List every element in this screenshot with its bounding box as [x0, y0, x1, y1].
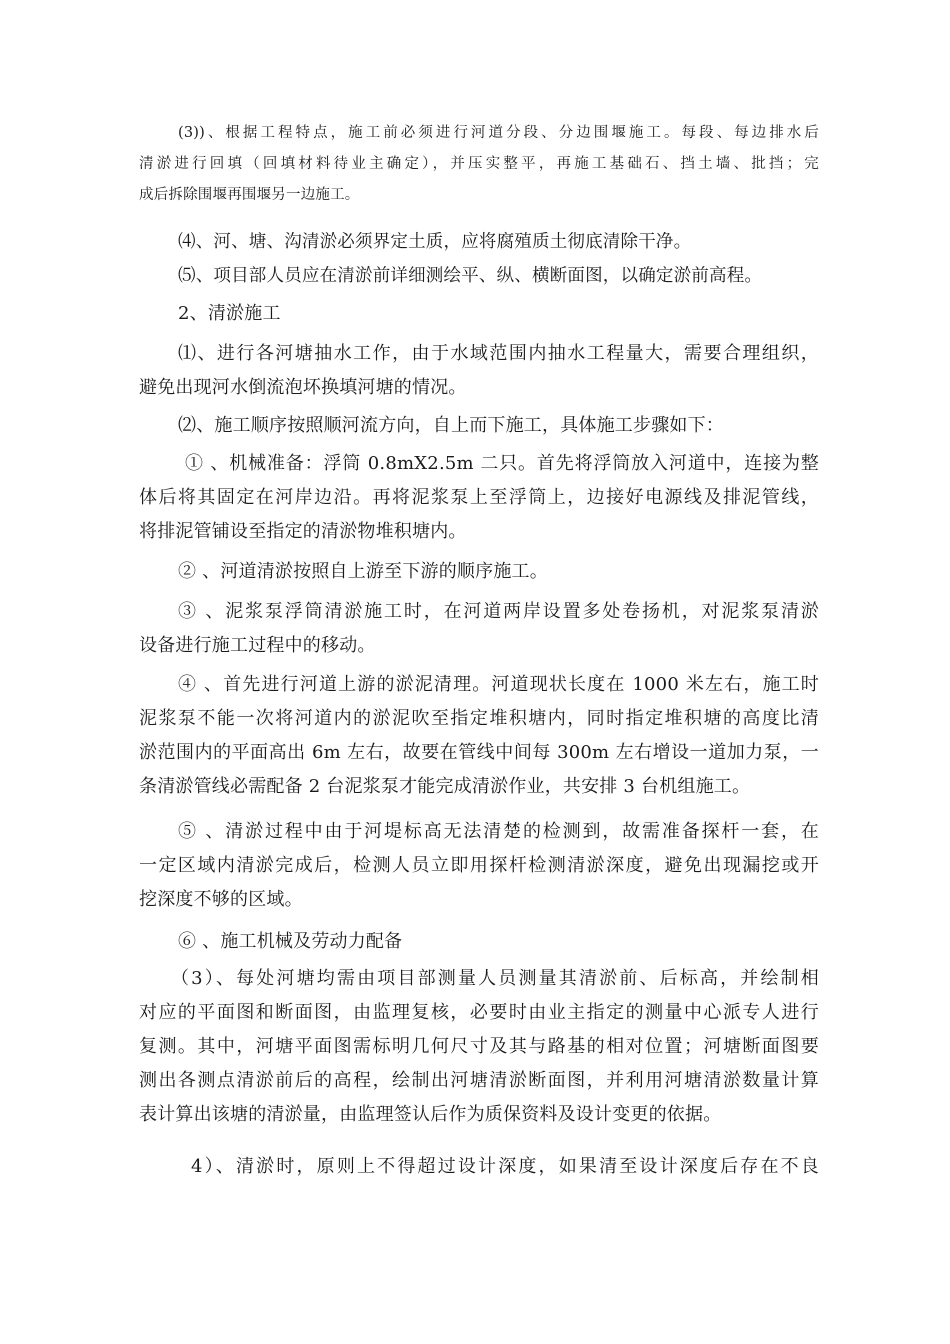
text-line: 淤范围内的平面高出 6m 左右，故要在管线中间每 300m 左右增设一道加力泵，一: [139, 742, 819, 763]
text-line: 成后拆除围堰再围堰另一边施工。: [139, 187, 360, 203]
text-line: ④ 、首先进行河道上游的淤泥清理。河道现状长度在 1000 米左右，施工时: [178, 674, 819, 695]
text-line: 条清淤管线必需配备 2 台泥浆泵才能完成清淤作业，共安排 3 台机组施工。: [139, 776, 751, 797]
paragraph-elevation-survey: [139, 962, 819, 1132]
text-line: 将排泥管铺设至指定的清淤物堆积塘内。: [139, 521, 467, 542]
paragraph-step-5: [139, 815, 819, 917]
section-heading: 2、清淤施工: [178, 303, 281, 324]
text-line: ⑷、河、塘、沟清淤必须界定土质，应将腐殖质土彻底清除干净。: [178, 232, 692, 252]
text-line: （3）、每处河塘均需由项目部测量人员测量其清淤前、后标高，并绘制相: [171, 968, 819, 989]
text-line: ③ 、泥浆泵浮筒清淤施工时，在河道两岸设置多处卷扬机，对泥浆泵清淤: [178, 601, 819, 622]
text-line: ⑥ 、施工机械及劳动力配备: [178, 931, 403, 952]
text-line: 对应的平面图和断面图，由监理复核，必要时由业主指定的测量中心派专人进行: [139, 1002, 819, 1023]
text-line: 体后将其固定在河岸边沿。再将泥浆泵上至浮筒上，边接好电源线及排泥管线，: [139, 487, 819, 508]
text-line: 清淤进行回填（回填材料待业主确定），并压实整平，再施工基础石、挡土墙、批挡；完: [139, 156, 819, 172]
text-line: 设备进行施工过程中的移动。: [139, 635, 376, 656]
text-line: ① 、机械准备：浮筒 0.8mX2.5m 二只。首先将浮筒放入河道中，连接为整: [185, 453, 819, 474]
text-line: ② 、河道清淤按照自上游至下游的顺序施工。: [178, 561, 548, 582]
text-line: 一定区域内清淤完成后，检测人员立即用探杆检测清淤深度，避免出现漏挖或开: [139, 855, 819, 876]
paragraph-pumping: [139, 337, 819, 405]
paragraph-step-1-equipment: [139, 447, 819, 549]
section-heading-dredging: [178, 297, 858, 331]
paragraph-sequence: [178, 409, 858, 443]
text-line: ⑴、进行各河塘抽水工作，由于水域范围内抽水工程量大，需要合理组织，: [178, 343, 819, 364]
text-line: (3))、根据工程特点，施工前必须进行河道分段、分边围堰施工。每段、每边排水后: [178, 125, 819, 141]
paragraph-site-cofferdam: [139, 118, 819, 211]
paragraph-step-6: [178, 925, 858, 959]
paragraph-dredging-depth: [139, 1150, 819, 1184]
text-line: 4）、清淤时，原则上不得超过设计深度，如果清至设计深度后存在不良: [191, 1156, 819, 1177]
paragraph-soil-quality: [178, 225, 858, 259]
text-line: 表计算出该塘的清淤量，由监理签认后作为质保资料及设计变更的依据。: [139, 1104, 722, 1125]
text-line: 挖深度不够的区域。: [139, 889, 303, 910]
paragraph-survey: [178, 259, 858, 293]
paragraph-step-3: [139, 595, 819, 663]
text-line: 复测。其中，河塘平面图需标明几何尺寸及其与路基的相对位置；河塘断面图要: [139, 1036, 819, 1057]
paragraph-step-2: [178, 555, 858, 589]
text-line: 避免出现河水倒流泡坏换填河塘的情况。: [139, 377, 467, 398]
text-line: ⑵、施工顺序按照顺河流方向，自上而下施工，具体施工步骤如下：: [178, 415, 724, 436]
text-line: 测出各测点清淤前后的高程，绘制出河塘清淤断面图，并利用河塘清淤数量计算: [139, 1070, 819, 1091]
text-line: ⑸、项目部人员应在清淤前详细测绘平、纵、横断面图，以确定淤前高程。: [178, 266, 763, 286]
text-line: ⑤ 、清淤过程中由于河堤标高无法清楚的检测到，故需准备探杆一套，在: [178, 821, 819, 842]
paragraph-step-4: [139, 668, 819, 804]
text-line: 泥浆泵不能一次将河道内的淤泥吹至指定堆积塘内，同时指定堆积塘的高度比清: [139, 708, 819, 729]
